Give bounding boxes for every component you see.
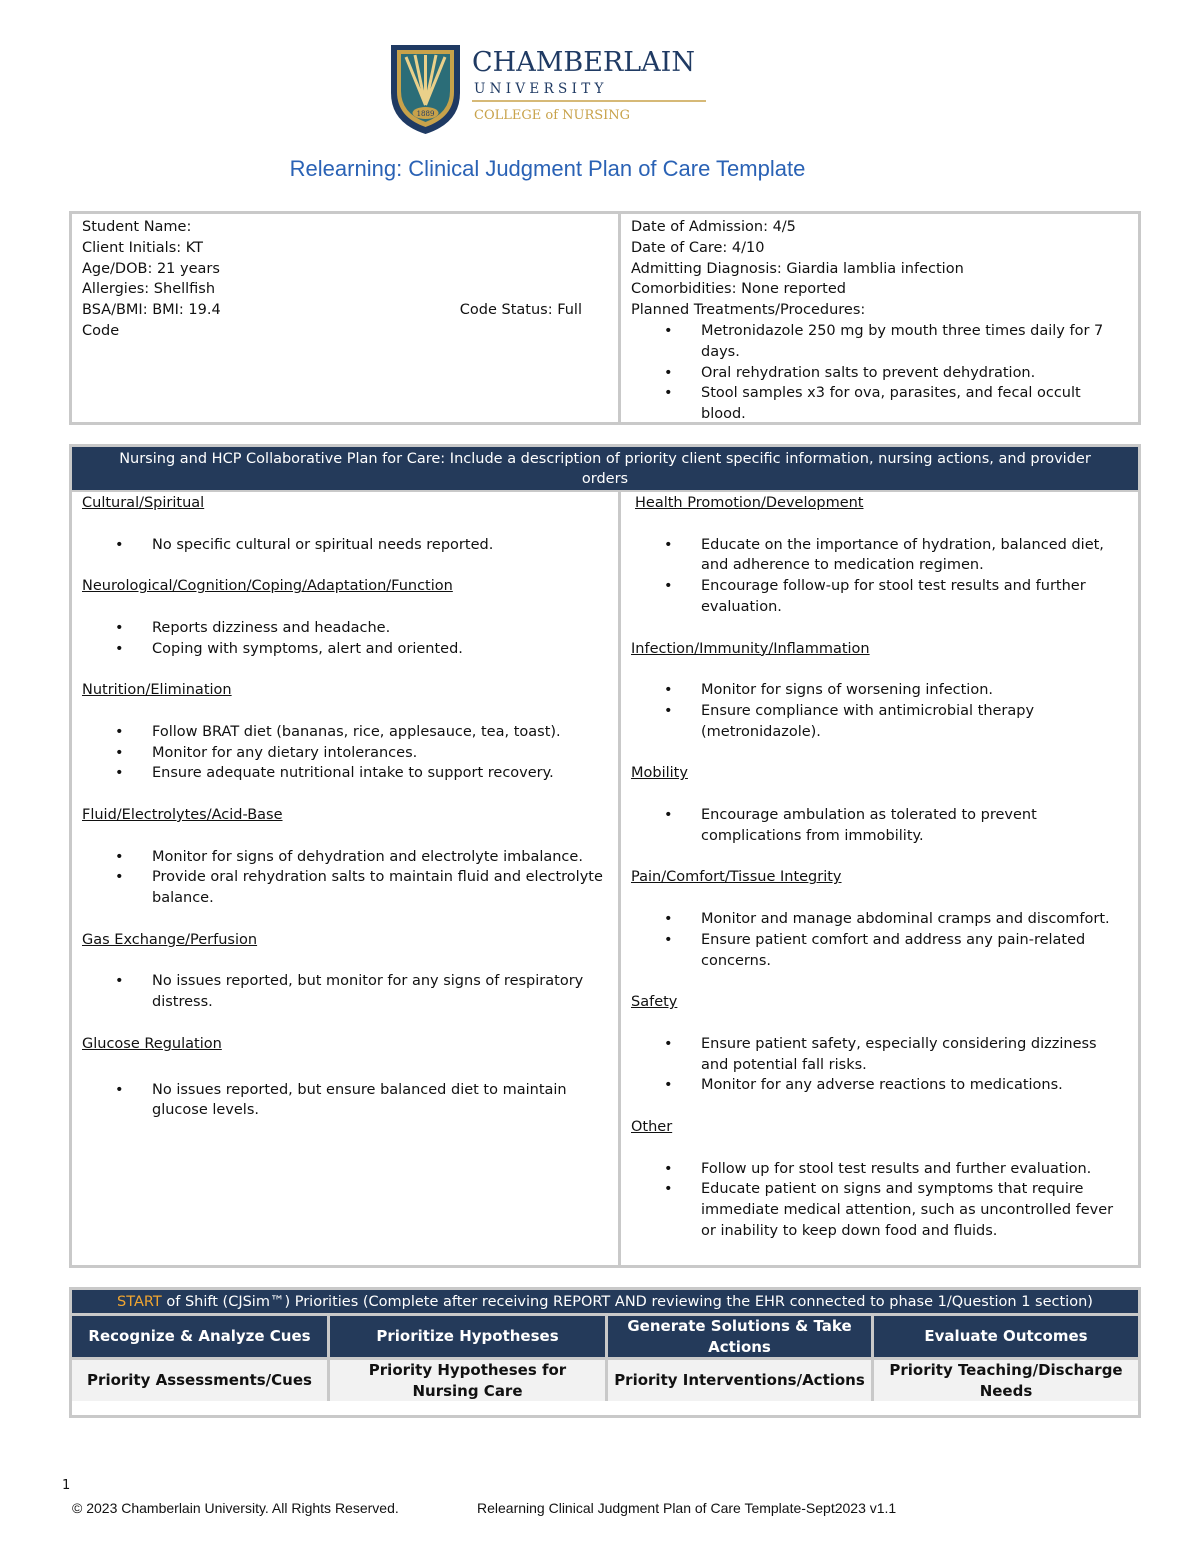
code-status: Code Status: Full	[459, 302, 582, 319]
page-footer	[72, 1500, 897, 1516]
list-item: • Reports dizziness and headache.	[82, 618, 608, 639]
column-subheader: Priority Teaching/Discharge Needs	[874, 1357, 1138, 1401]
admitting-diagnosis: Admitting Diagnosis: Giardia lamblia infection	[631, 260, 964, 277]
svg-text:CHAMBERLAIN: CHAMBERLAIN	[472, 47, 695, 78]
section-title: Fluid/Electrolytes/Acid-Base	[82, 806, 283, 823]
collab-right-column	[621, 491, 1138, 1265]
collab-plan-header: Nursing and HCP Collaborative Plan for Care: Include a description of priority client specific information, nursing actions, and provider orders	[72, 447, 1138, 492]
column-header: Evaluate Outcomes	[874, 1313, 1138, 1357]
list-item: • Ensure compliance with antimicrobial therapy (metronidazole).	[631, 701, 1128, 743]
svg-text:U N I V E R S I T Y: U N I V E R S I T Y	[474, 81, 604, 97]
list-item: • Stool samples x3 for ova, parasites, and fecal occult blood.	[631, 383, 1128, 425]
list-item: • Encourage follow-up for stool test results and further evaluation.	[631, 576, 1128, 618]
svg-text:COLLEGE of NURSING: COLLEGE of NURSING	[474, 108, 631, 123]
column-header: Recognize & Analyze Cues	[72, 1313, 330, 1357]
start-shift-table	[69, 1287, 1141, 1418]
list-item: • Monitor for any adverse reactions to medications.	[631, 1075, 1128, 1096]
list-item: • Follow BRAT diet (bananas, rice, applesauce, tea, toast).	[82, 722, 608, 743]
list-item: • Educate patient on signs and symptoms that require immediate medical attention, such as uncontrolled fever or inability to keep down food and fluids.	[631, 1179, 1128, 1241]
column-header: Generate Solutions & Take Actions	[608, 1313, 874, 1357]
client-info-left	[72, 214, 621, 422]
list-item: • Ensure adequate nutritional intake to support recovery.	[82, 763, 608, 784]
list-item: • Educate on the importance of hydration, balanced diet, and adherence to medication regimen.	[631, 535, 1128, 577]
list-item: • No issues reported, but monitor for any signs of respiratory distress.	[82, 971, 608, 1013]
list-item: • No issues reported, but ensure balanced diet to maintain glucose levels.	[82, 1080, 608, 1122]
list-item: • Monitor and manage abdominal cramps and discomfort.	[631, 909, 1128, 930]
list-item: • Oral rehydration salts to prevent dehydration.	[631, 363, 1128, 384]
collab-left-column	[72, 491, 621, 1265]
shield-emblem-icon	[388, 43, 718, 135]
section-title: Gas Exchange/Perfusion	[82, 931, 258, 948]
section-title: Cultural/Spiritual	[82, 495, 205, 511]
allergies: Allergies: Shellfish	[82, 281, 216, 298]
start-shift-header	[72, 1290, 1138, 1313]
client-initials: Client Initials: KT	[82, 239, 203, 256]
section-title: Infection/Immunity/Inflammation	[631, 640, 870, 657]
column-subheader: Priority Assessments/Cues	[72, 1357, 330, 1401]
planned-label: Planned Treatments/Procedures:	[631, 302, 866, 319]
column-subheader: Priority Hypotheses for Nursing Care	[330, 1357, 608, 1401]
list-item: • Ensure patient safety, especially considering dizziness and potential fall risks.	[631, 1034, 1128, 1076]
list-item: • Monitor for any dietary intolerances.	[82, 743, 608, 764]
list-item: • Ensure patient comfort and address any pain-related concerns.	[631, 930, 1128, 972]
section-title: Other	[631, 1118, 673, 1135]
section-title: Pain/Comfort/Tissue Integrity	[631, 869, 842, 886]
collab-plan-table	[69, 444, 1141, 1268]
page-title: Relearning: Clinical Judgment Plan of Care Template	[289, 156, 806, 181]
list-item: • Provide oral rehydration salts to maintain fluid and electrolyte balance.	[82, 867, 608, 909]
list-item: • Coping with symptoms, alert and oriented.	[82, 639, 608, 660]
start-header-text: of Shift (CJSim™) Priorities (Complete after receiving REPORT AND reviewing the EHR connected to phase 1/Question 1 section)	[161, 1294, 1093, 1310]
code-status-cont: Code	[82, 322, 120, 339]
section-title: Glucose Regulation	[82, 1035, 222, 1052]
section-title: Safety	[631, 994, 678, 1011]
chamberlain-logo	[388, 43, 718, 135]
client-info-right	[621, 214, 1138, 422]
svg-text:1889: 1889	[416, 110, 435, 118]
date-admission: Date of Admission: 4/5	[631, 219, 796, 235]
comorbidities: Comorbidities: None reported	[631, 281, 846, 298]
date-care: Date of Care: 4/10	[631, 239, 765, 256]
column-subheader: Priority Interventions/Actions	[608, 1357, 874, 1401]
priority-subheader-row	[72, 1357, 1138, 1401]
footer-copyright: © 2023 Chamberlain University. All Rights Reserved.	[72, 1500, 399, 1516]
client-info-table	[69, 211, 1141, 425]
list-item: • Monitor for signs of dehydration and electrolyte imbalance.	[82, 847, 608, 868]
phase-header-row	[72, 1313, 1138, 1357]
footer-doc-title: Relearning Clinical Judgment Plan of Care Template-Sept2023 v1.1	[477, 1500, 897, 1516]
column-header: Prioritize Hypotheses	[330, 1313, 608, 1357]
bsa-code-row	[82, 300, 608, 321]
list-item: • Metronidazole 250 mg by mouth three times daily for 7 days.	[631, 321, 1128, 363]
page-number: 1	[62, 1478, 71, 1493]
section-title: Neurological/Cognition/Coping/Adaptation/Function	[82, 578, 453, 595]
age-dob: Age/DOB: 21 years	[82, 260, 220, 277]
section-title: Mobility	[631, 765, 688, 782]
list-item: • Encourage ambulation as tolerated to prevent complications from immobility.	[631, 805, 1128, 847]
list-item: • No specific cultural or spiritual needs reported.	[82, 535, 608, 556]
planned-list	[631, 321, 1128, 425]
student-name: Student Name:	[82, 219, 192, 235]
bsa-bmi: BSA/BMI: BMI: 19.4	[82, 302, 221, 319]
start-accent: START	[117, 1294, 162, 1310]
list-item: • Follow up for stool test results and further evaluation.	[631, 1159, 1128, 1180]
list-item: • Monitor for signs of worsening infection.	[631, 680, 1128, 701]
section-title: Health Promotion/Development	[635, 495, 864, 511]
section-title: Nutrition/Elimination	[82, 682, 232, 699]
